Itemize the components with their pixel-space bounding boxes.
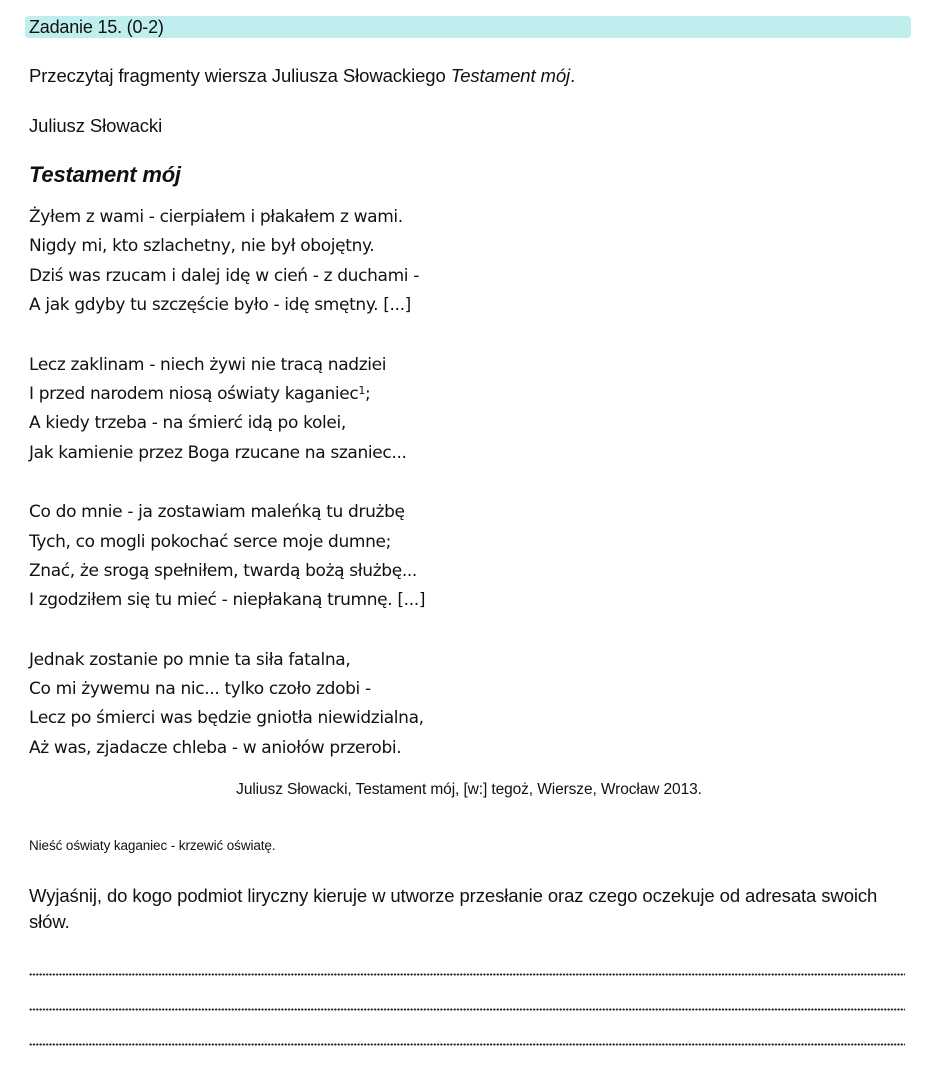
verse: Lecz zaklinam - niech żywi nie tracą nadziei (29, 354, 387, 375)
footnote: Nieść oświaty kaganiec - krzewić oświatę. (29, 838, 276, 853)
stanza (29, 646, 425, 764)
verse-text: I przed narodem niosą oświaty kaganiec (29, 383, 359, 404)
stanza (29, 203, 425, 321)
verse: Jak kamienie przez Boga rzucane na szaniec... (29, 442, 407, 463)
poem-title: Testament mój (29, 162, 181, 187)
verse: Żyłem z wami - cierpiałem i płakałem z wami. (29, 207, 403, 227)
task-header (25, 16, 911, 38)
verse: Aż was, zjadacze chleba - w aniołów przerobi. (29, 737, 402, 758)
verse (29, 380, 425, 409)
stanza (29, 351, 425, 469)
instruction-end: . (570, 65, 576, 86)
verse: Co mi żywemu na nic... tylko czoło zdobi - (29, 679, 371, 700)
task-number: Zadanie 15. (0-2) (29, 17, 164, 37)
verse: A kiedy trzeba - na śmierć idą po kolei, (29, 413, 346, 434)
verse: Lecz po śmierci was będzie gniotła niewidzialna, (29, 708, 424, 729)
instruction-title: Testament mój (450, 65, 571, 86)
verse: Znać, że srogą spełniłem, twardą bożą służbę... (29, 560, 417, 581)
verse: Nigdy mi, kto szlachetny, nie był obojętny. (29, 236, 375, 257)
source-citation: Juliusz Słowacki, Testament mój, [w:] tegoż, Wiersze, Wrocław 2013. (236, 781, 702, 798)
verse: Co do mnie - ja zostawiam maleńką tu drużbę (29, 502, 405, 523)
verse: A jak gdyby tu szczęście było - idę smętny. [...] (29, 295, 411, 316)
poem (29, 203, 425, 793)
footnote-marker: 1 (358, 383, 366, 397)
verse: Jednak zostanie po mnie ta siła fatalna, (29, 649, 351, 670)
answer-line[interactable] (29, 1008, 905, 1012)
answer-line[interactable] (29, 1043, 905, 1047)
instruction-text: Przeczytaj fragmenty wiersza Juliusza Słowackiego (29, 65, 451, 86)
verse: Tych, co mogli pokochać serce moje dumne; (29, 531, 392, 552)
instruction (29, 64, 575, 88)
verse: I zgodziłem się tu mieć - niepłakaną trumnę. [...] (29, 590, 426, 611)
poem-author: Juliusz Słowacki (29, 115, 163, 136)
verse-punct: ; (365, 383, 371, 404)
answer-line[interactable] (29, 973, 905, 977)
verse: Dziś was rzucam i dalej idę w cień - z duchami - (29, 265, 420, 286)
stanza (29, 498, 425, 616)
task-question: Wyjaśnij, do kogo podmiot liryczny kieruje w utworze przesłanie oraz czego oczekuje od adresata swoich słów. (29, 885, 878, 932)
